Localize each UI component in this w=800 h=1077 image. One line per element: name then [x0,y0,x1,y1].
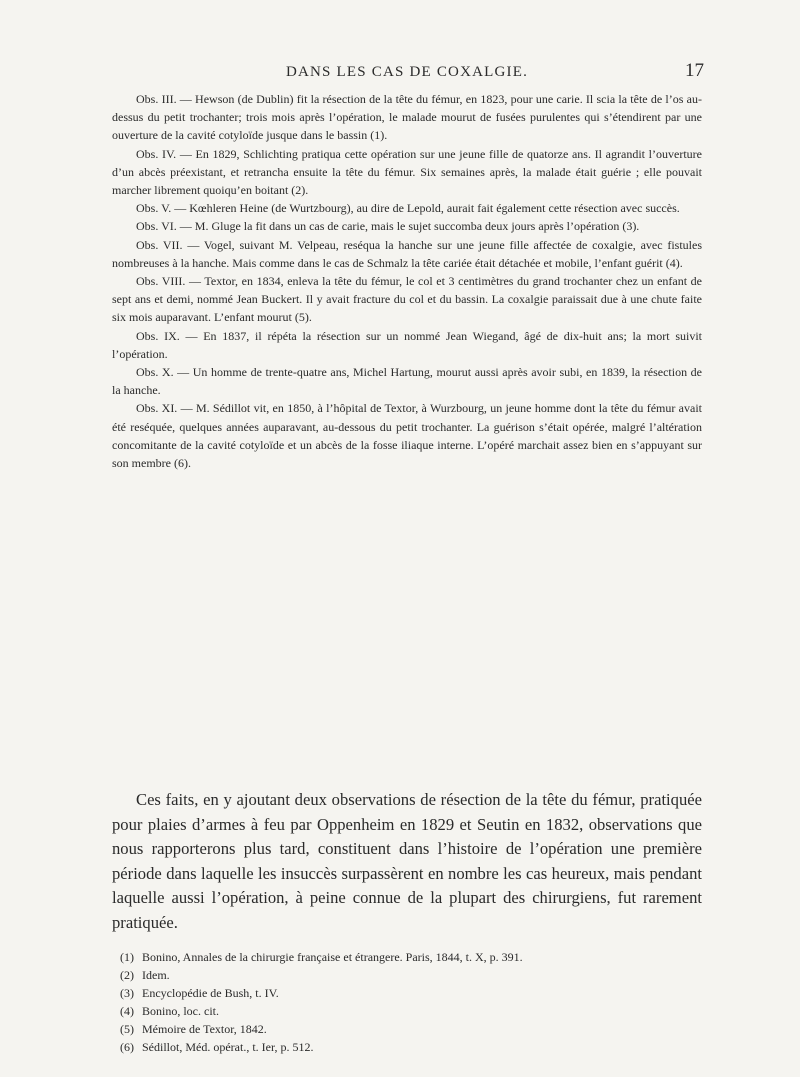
footnote [120,1038,700,1056]
observation-paragraph: Obs. X. — Un homme de trente-quatre ans, Michel Hartung, mourut aussi après avoir subi, en 1839, la résection de la hanche. [112,365,702,398]
footnote-number: (5) [120,1022,134,1036]
observation-paragraph: Obs. III. — Hewson (de Dublin) fit la résection de la tête du fémur, en 1823, pour une carie. Il scia la tête de l’os au-dessus du petit trochanter; trois mois après l’opération, le malade mourut de fusées purulentes qui s’étendirent par une ouverture de la cavité cotyloïde jusque dans le bassin (1). [112,92,702,143]
footnote [120,948,700,966]
footnote-text: Idem. [142,968,170,982]
observation-paragraph: Obs. IV. — En 1829, Schlichting pratiqua cette opération sur une jeune fille de quatorze ans. Il agrandit l’ouverture d’un abcès préexistant, et retrancha ensuite la tête du fémur. Six semaines après, la malade était guérie ; elle pouvait marcher librement quoiqu’en boitant (2). [112,146,702,198]
footnote-text: Mémoire de Textor, 1842. [142,1022,267,1036]
running-title: DANS LES CAS DE COXALGIE. [285,64,529,80]
page-number: 17 [685,60,704,81]
footnotes [120,948,700,1056]
observation-paragraph: Obs. V. — Kœhleren Heine (de Wurtzbourg), au dire de Lepold, aurait fait également cette résection avec succès. [136,201,680,216]
page-header [112,62,702,86]
footnote [120,966,700,984]
body-paragraph: Ces faits, en y ajoutant deux observations de résection de la tête du fémur, pratiquée pour plaies d’armes à feu par Oppenheim en 1829 et Seutin en 1832, observations que nous rapporterons plus tard, constituent dans l’histoire de l’opération une première période dans laquelle les insuccès surpassèrent en nombre les cas heureux, mais pendant laquelle aussi l’opération, à peine connue de la plupart des chirurgiens, fut rarement pratiquée. [112,790,702,932]
footnote-number: (1) [120,950,134,964]
observation-paragraph: Obs. VIII. — Textor, en 1834, enleva la tête du fémur, le col et 3 centimètres du grand trochanter chez un enfant de sept ans et demi, nommé Jean Buckert. Il y avait fracture du col et du bassin. La coxalgie paraissait due à une chute faite six mois auparavant. L’enfant mourut (5). [112,274,702,325]
footnote-number: (2) [120,968,134,982]
footnote-text: Encyclopédie de Bush, t. IV. [142,986,279,1000]
observation-paragraph: Obs. IX. — En 1837, il répéta la résection sur un nommé Jean Wiegand, âgé de dix-huit ans; la mort suivit l’opération. [112,328,702,361]
footnote-number: (3) [120,986,134,1000]
observation-paragraph: Obs. VI. — M. Gluge la fit dans un cas de carie, mais le sujet succomba deux jours après l’opération (3). [136,219,640,234]
footnote-text: Bonino, Annales de la chirurgie française et étrangere. Paris, 1844, t. X, p. 391. [142,950,523,964]
main-text [112,788,702,936]
observation-paragraph: Obs. VII. — Vogel, suivant M. Velpeau, reséqua la hanche sur une jeune fille affectée de coxalgie, avec fistules nombreuses à la hanche. Mais comme dans le cas de Schmalz la tête cariée était détachée et mobile, l’enfant guérit (4). [112,237,702,270]
observations-list [112,90,702,472]
footnote-number: (4) [120,1004,134,1018]
footnote-text: Bonino, loc. cit. [142,1004,219,1018]
footnote [120,984,700,1002]
footnote [120,1002,700,1020]
footnote [120,1020,700,1038]
footnote-text: Sédillot, Méd. opérat., t. Ier, p. 512. [142,1040,314,1054]
observation-paragraph: Obs. XI. — M. Sédillot vit, en 1850, à l’hôpital de Textor, à Wurzbourg, un jeune homme dont la tête du fémur avait été reséquée, quelques années auparavant, au-dessous du petit trochanter. La guérison s’était opérée, malgré l’altération concomitante de la cavité cotyloïde et un abcès de la fosse iliaque interne. L’opéré marchait assez bien en s’appuyant sur son membre (6). [112,401,702,471]
book-page [112,0,702,1077]
footnote-number: (6) [120,1040,134,1054]
